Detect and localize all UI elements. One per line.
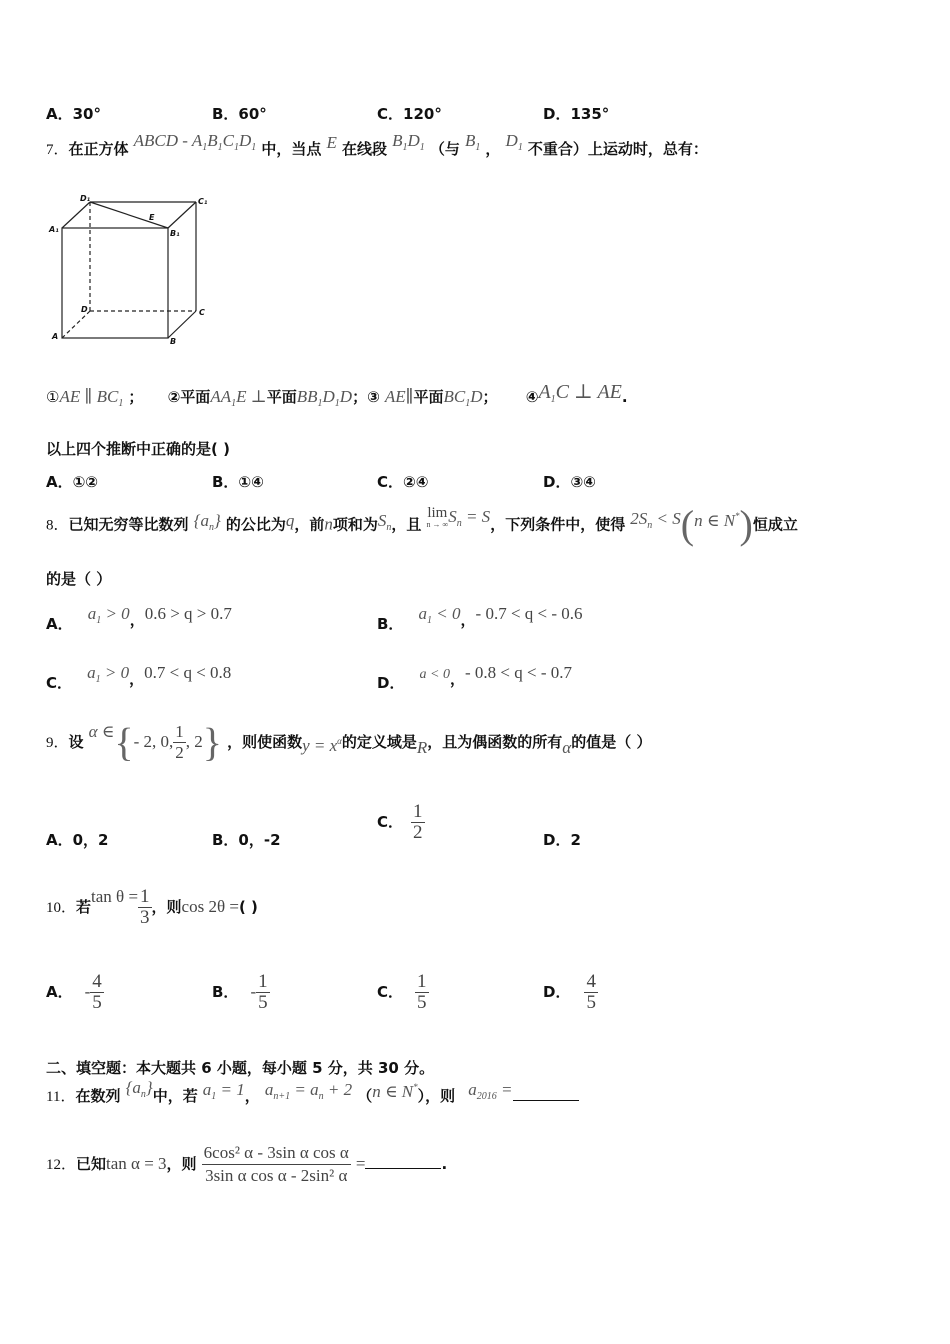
q10-option-a: A． - $\frac{4}{5}$ — [46, 971, 102, 1013]
q7-option-a: A．①② — [46, 473, 99, 491]
q8-stem-end: 的是（ ） — [46, 570, 112, 588]
edge-c-b — [168, 311, 196, 338]
q9-option-d: D．2 — [543, 831, 581, 849]
q7-question: 以上四个推断中正确的是( ) — [46, 440, 230, 458]
label-a: A — [52, 332, 59, 341]
q8-option-c: C． $a_1 > 0$，0.7 < q < 0.8 — [46, 663, 232, 692]
q8-option-b: B． $a_1 < 0$，- 0.7 < q < - 0.6 — [377, 604, 583, 633]
q7-option-c: C．②④ — [377, 473, 429, 491]
hidden-edge-d-a — [62, 311, 90, 338]
label-a1: A₁ — [49, 225, 59, 234]
segment-d1-b1 — [90, 202, 168, 228]
q6-option-d: D．135° — [543, 105, 610, 123]
q12-answer-blank[interactable] — [365, 1168, 441, 1169]
label-d1: D₁ — [80, 194, 91, 203]
q6-option-b: B．60° — [212, 105, 267, 123]
q12-stem: 12．已知tan α = 3，则 $\frac{\text{6cos² α - 3sin α cos α}}{\text{3sin α cos α - 2sin² α}}$ = . — [46, 1143, 448, 1185]
q8-option-d: D． a < 0，- 0.8 < q < - 0.7 — [377, 663, 573, 692]
q7-option-b: B．①④ — [212, 473, 264, 491]
q7-statements: ①AE ∥ $BC_1$ ； ②平面$AA_1E$ ⊥平面$BB_1D_1D$；③ AE∥平面$BC_1D$； $④A_1C$ ⊥ AE. — [46, 381, 628, 409]
label-b1: B₁ — [170, 229, 180, 238]
label-b: B — [170, 337, 177, 346]
q11-answer-blank[interactable] — [513, 1100, 579, 1101]
cube-front-face — [62, 228, 168, 338]
q10-option-d: D． $\frac{4}{5}$ — [543, 971, 596, 1013]
cube-figure — [46, 190, 221, 350]
label-e: E — [149, 213, 155, 222]
q10-option-c: C． $\frac{1}{5}$ — [377, 971, 427, 1013]
label-c1: C₁ — [198, 197, 208, 206]
q9-option-b: B．0，-2 — [212, 831, 281, 849]
section-2-title: 二、填空题：本大题共 6 小题，每小题 5 分，共 30 分。 — [46, 1059, 435, 1077]
label-c: C — [199, 308, 205, 317]
q8-option-a: A． $a_1 > 0$，0.6 > q > 0.7 — [46, 604, 232, 633]
label-d: D — [81, 305, 88, 314]
q9-stem: 9．设 α ∈{- 2, 0, $\frac{1}{2}$ , 2} ，则使函数$y = x^\alpha$的定义域是R，且为偶函数的所有α的值是（ ） — [46, 719, 652, 765]
q7-stem: 7．在正方体 ABCD - $A_1B_1C_1D_1$ 中，当点 E 在线段 $B_1D_1$ （与 $B_1$ ， $D_1$ 不重合）上运动时，总有： — [46, 131, 708, 158]
q8-stem: 8．已知无穷等比数列 $\{a_n\}$ 的公比为q，前n项和为$S_n$，且 lim n → ∞ $S_n = S$，下列条件中，使得 $2S_n < S(n$ ∈ N*)恒成立 — [46, 502, 798, 547]
q9-option-c: C． $\frac{1}{2}$ — [377, 801, 423, 843]
edge-a1-d1 — [62, 202, 90, 228]
q11-stem: 11．在数列 $\{a_n\}$中，若 $a_1 = 1$， $a_{n+1} = a_n + 2$ （n ∈ N*），则 $a_{2016}$ = — [46, 1085, 579, 1108]
edge-c1-b1 — [168, 202, 196, 228]
q9-option-a: A．0，2 — [46, 831, 109, 849]
q6-option-c: C．120° — [377, 105, 442, 123]
q10-stem: 10．若tan θ = $\frac{1}{3}$ ，则cos 2θ =( ) — [46, 886, 258, 928]
q10-option-b: B． - $\frac{1}{5}$ — [212, 971, 268, 1013]
q6-option-a: A．30° — [46, 105, 101, 123]
q7-option-d: D．③④ — [543, 473, 596, 491]
